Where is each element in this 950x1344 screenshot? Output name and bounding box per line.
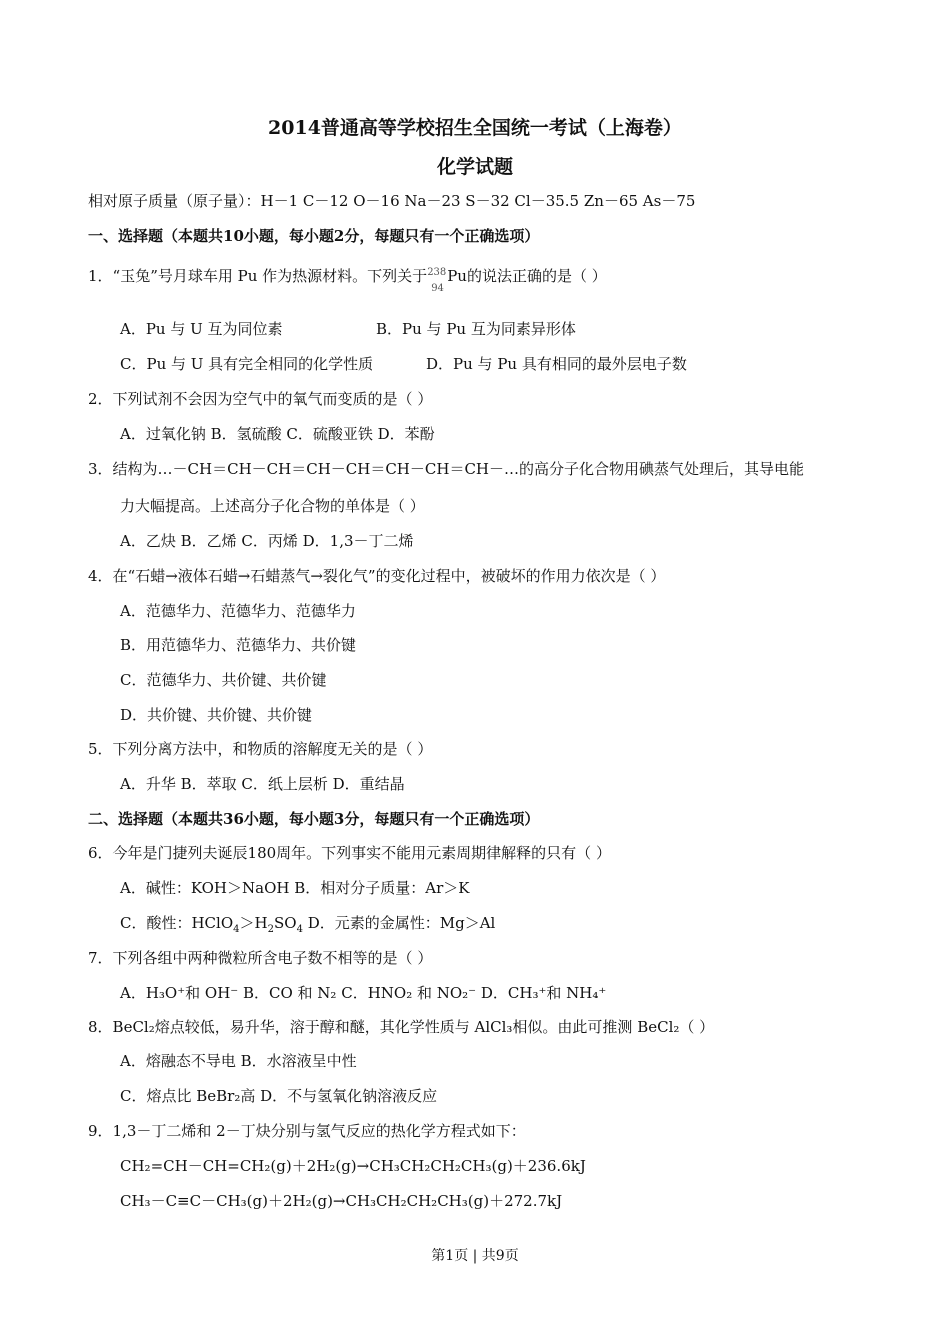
- q2-options: A．过氧化钠 B．氢硫酸 C．硫酸亚铁 D．苯酚: [120, 425, 435, 443]
- q4-option-c: C．范德华力、共价键、共价键: [120, 671, 327, 689]
- q2-stem: 2．下列试剂不会因为空气中的氧气而变质的是（ ）: [88, 390, 433, 408]
- isotope-atomic-number: 94: [431, 283, 444, 294]
- q6-c-part2: ＞H: [239, 914, 268, 932]
- q9-equation-2: CH₃－C≡C－CH₃(g)＋2H₂(g)→CH₃CH₂CH₂CH₃(g)＋272.7kJ: [120, 1192, 563, 1210]
- q8-stem: 8．BeCl₂熔点较低，易升华，溶于醇和醚，其化学性质与 AlCl₃相似。由此可推测 BeCl₂（ ）: [88, 1018, 715, 1036]
- q6-c-part1: C．酸性：HClO: [120, 914, 234, 932]
- q1-stem-a: 1．“玉兔”号月球车用 Pu 作为热源材料。下列关于: [88, 267, 428, 285]
- q4-stem: 4．在“石蜡→液体石蜡→石蜡蒸气→裂化气”的变化过程中，被破坏的作用力依次是（ ）: [88, 567, 666, 585]
- q5-stem: 5．下列分离方法中，和物质的溶解度无关的是（ ）: [88, 740, 433, 758]
- q6-options-ab: A．碱性：KOH＞NaOH B．相对分子质量：Ar＞K: [120, 879, 470, 897]
- q4-option-a: A．范德华力、范德华力、范德华力: [120, 602, 356, 620]
- q1-option-d: D．Pu 与 Pu 具有相同的最外层电子数: [426, 355, 687, 373]
- q6-c-sub1: 4: [233, 924, 240, 935]
- q1-option-a: A．Pu 与 U 互为同位素: [120, 320, 283, 338]
- isotope-mass-number: 238: [427, 267, 447, 278]
- section2-heading: 二、选择题（本题共36小题，每小题3分，每题只有一个正确选项）: [88, 810, 540, 828]
- exam-subtitle: 化学试题: [436, 156, 513, 178]
- q5-options: A．升华 B．萃取 C．纸上层析 D．重结晶: [120, 775, 405, 793]
- page-footer: 第1页 | 共9页: [431, 1248, 519, 1264]
- q3-options: A．乙炔 B．乙烯 C．丙烯 D．1,3－丁二烯: [120, 532, 414, 550]
- q7-options: A．H₃O⁺和 OH⁻ B．CO 和 N₂ C．HNO₂ 和 NO₂⁻ D．CH₃⁺和 NH₄⁺: [120, 984, 607, 1002]
- q4-option-b: B．用范德华力、范德华力、共价键: [120, 636, 357, 654]
- q4-option-d: D．共价键、共价键、共价键: [120, 706, 313, 724]
- q1-option-c: C．Pu 与 U 具有完全相同的化学性质: [120, 355, 374, 373]
- exam-title: 2014普通高等学校招生全国统一考试（上海卷）: [268, 117, 682, 139]
- q1-stem: [88, 266, 607, 294]
- atomic-masses: 相对原子质量（原子量）：H－1 C－12 O－16 Na－23 S－32 Cl－35.5 Zn－65 As－75: [88, 192, 696, 210]
- q9-stem: 9．1,3－丁二烯和 2－丁炔分别与氢气反应的热化学方程式如下：: [88, 1122, 526, 1140]
- q9-equation-1: CH₂=CH－CH=CH₂(g)＋2H₂(g)→CH₃CH₂CH₂CH₃(g)＋236.6kJ: [120, 1157, 586, 1175]
- section1-heading: 一、选择题（本题共10小题，每小题2分，每题只有一个正确选项）: [88, 227, 540, 245]
- q6-c-sub2: 2: [267, 924, 274, 935]
- q3-stem-line1: 3．结构为…－CH＝CH－CH＝CH－CH＝CH－CH＝CH－…的高分子化合物用碘蒸气处理后，其导电能: [88, 460, 805, 478]
- q1-option-b: B．Pu 与 Pu 互为同素异形体: [376, 320, 576, 338]
- q6-c-sub3: 4: [296, 924, 303, 935]
- q6-option-d: D．元素的金属性：Mg＞Al: [302, 914, 496, 932]
- q6-options-cd: [120, 913, 495, 940]
- q3-stem-line2: 力大幅提高。上述高分子化合物的单体是（ ）: [120, 497, 425, 515]
- q7-stem: 7．下列各组中两种微粒所含电子数不相等的是（ ）: [88, 949, 433, 967]
- q6-c-part3: SO: [273, 914, 297, 932]
- pu-isotope-notation: [427, 266, 447, 294]
- q8-options-cd: C．熔点比 BeBr₂高 D．不与氢氧化钠溶液反应: [120, 1087, 438, 1105]
- q1-stem-b: Pu的说法正确的是（ ）: [447, 267, 607, 285]
- q8-options-ab: A．熔融态不导电 B．水溶液呈中性: [120, 1052, 357, 1070]
- q6-stem: 6．今年是门捷列夫诞辰180周年。下列事实不能用元素周期律解释的只有（ ）: [88, 844, 611, 862]
